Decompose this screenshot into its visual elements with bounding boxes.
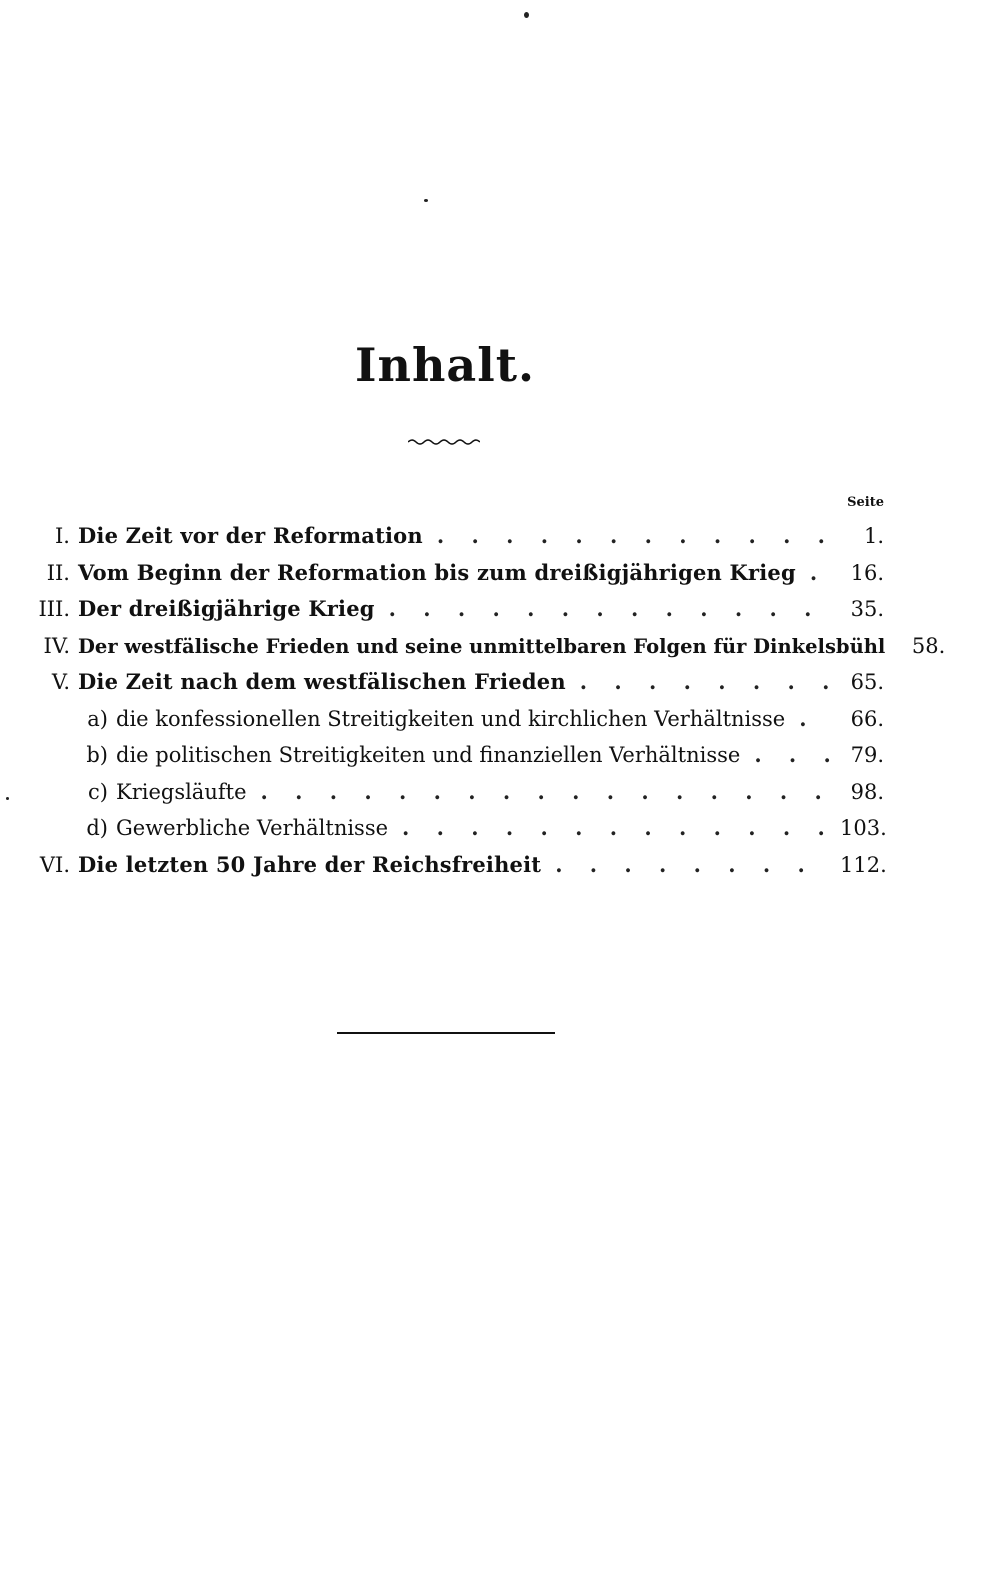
page-title: Inhalt. bbox=[355, 338, 535, 392]
scan-speck bbox=[6, 797, 9, 800]
toc-entry-label: Die Zeit vor der Reformation bbox=[78, 523, 423, 548]
toc-entry-number: b) bbox=[86, 743, 108, 767]
toc-entry-page: 16. bbox=[850, 560, 884, 585]
toc-entry-label: die politischen Streitigkeiten und finanziellen Verhältnisse bbox=[116, 743, 741, 767]
toc-entry-5 bbox=[30, 664, 884, 701]
title-ornament bbox=[408, 436, 480, 448]
toc-entry-page: 98. bbox=[850, 779, 884, 804]
toc-entry-label: Die Zeit nach dem westfälischen Frieden bbox=[78, 669, 566, 694]
toc-entry-label: Die letzten 50 Jahre der Reichsfreiheit bbox=[78, 851, 542, 877]
toc-entry-2 bbox=[30, 555, 884, 592]
dot-leader bbox=[261, 774, 831, 811]
toc-entry-page: 112. bbox=[840, 852, 887, 877]
toc-subentry-d bbox=[30, 810, 887, 847]
toc-entry-label: Kriegsläufte bbox=[116, 779, 247, 804]
toc-entry-label: die konfessionellen Streitigkeiten und kirchlichen Verhältnisse bbox=[116, 706, 786, 731]
toc-entry-3 bbox=[30, 591, 884, 628]
toc-entry-number: V. bbox=[51, 670, 70, 694]
dot-leader bbox=[754, 737, 830, 774]
toc-entry-page: 65. bbox=[850, 670, 884, 694]
toc-entry-label: Vom Beginn der Reformation bis zum dreißigjährigen Krieg bbox=[78, 559, 796, 585]
page-column-header: Seite bbox=[847, 495, 884, 510]
dot-leader bbox=[555, 847, 830, 884]
toc-entry-page: 103. bbox=[840, 816, 887, 840]
toc-entry-number: II. bbox=[46, 560, 70, 585]
toc-entry-6 bbox=[30, 847, 887, 884]
toc-subentry-b bbox=[30, 737, 884, 774]
toc-entry-4 bbox=[30, 628, 946, 665]
toc-entry-number: VI. bbox=[39, 852, 70, 877]
dot-leader bbox=[389, 591, 830, 628]
toc-subentry-a bbox=[30, 701, 884, 738]
table-of-contents bbox=[30, 494, 946, 883]
toc-subentry-c bbox=[30, 774, 884, 811]
toc-entry-number: I. bbox=[55, 524, 70, 548]
toc-entry-page: 1. bbox=[863, 524, 884, 548]
dot-leader bbox=[437, 518, 830, 555]
toc-entry-label: Der westfälische Frieden und seine unmittelbaren Folgen für Dinkelsbühl bbox=[78, 634, 886, 658]
closing-rule bbox=[337, 1032, 555, 1034]
dot-leader bbox=[402, 810, 830, 847]
toc-entry-1 bbox=[30, 518, 884, 555]
toc-entry-number: d) bbox=[86, 816, 108, 840]
dot-leader bbox=[810, 555, 830, 592]
toc-entry-page: 35. bbox=[850, 597, 884, 621]
dot-leader bbox=[580, 664, 830, 701]
scan-speck bbox=[524, 12, 529, 18]
dot-leader bbox=[799, 701, 830, 738]
toc-entry-number: IV. bbox=[43, 633, 70, 658]
toc-entry-number: III. bbox=[38, 597, 70, 621]
toc-entry-label: Gewerbliche Verhältnisse bbox=[116, 816, 389, 840]
toc-entry-page: 58. bbox=[911, 633, 946, 658]
toc-entry-label: Der dreißigjährige Krieg bbox=[78, 596, 375, 621]
scan-speck bbox=[424, 199, 428, 202]
toc-entry-number: a) bbox=[87, 706, 108, 731]
toc-entry-page: 79. bbox=[850, 743, 884, 767]
toc-entry-number: c) bbox=[88, 779, 108, 804]
toc-entry-page: 66. bbox=[850, 706, 884, 731]
